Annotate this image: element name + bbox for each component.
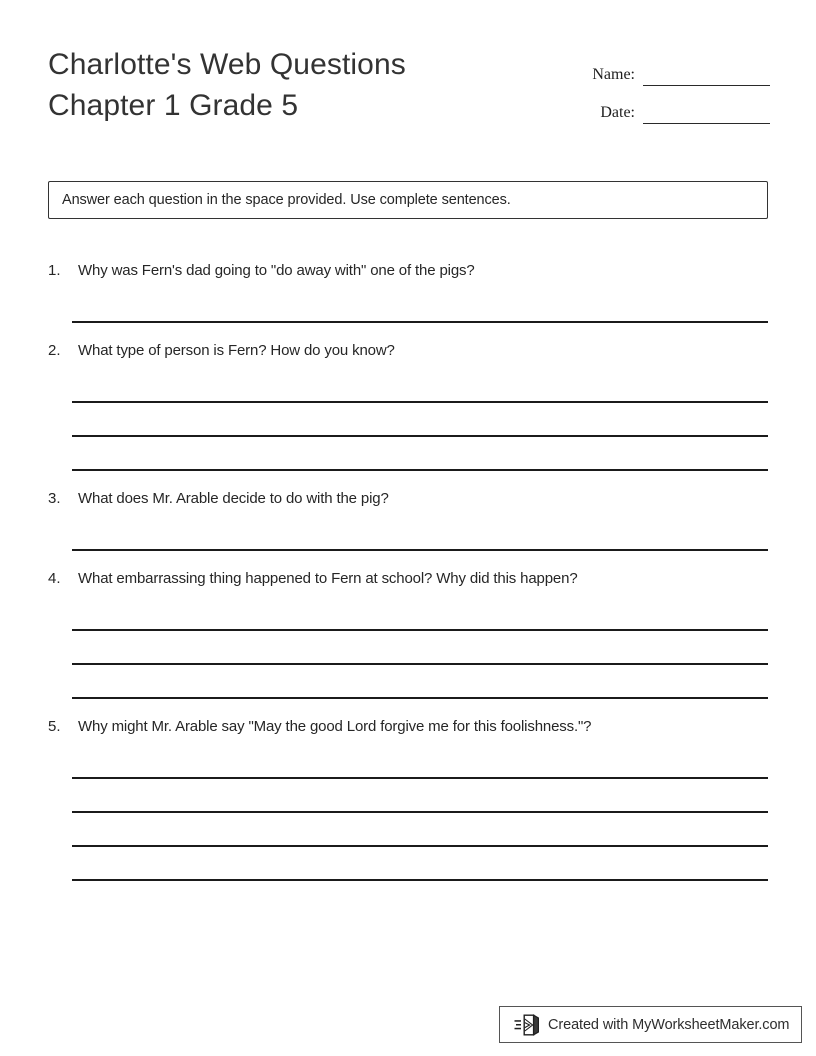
question-text: Why was Fern's dad going to "do away with" one of the pigs? bbox=[78, 262, 475, 279]
answer-line[interactable] bbox=[72, 517, 768, 551]
answer-line[interactable] bbox=[72, 289, 768, 323]
answer-line[interactable] bbox=[72, 437, 768, 471]
question-number: 5. bbox=[48, 718, 61, 735]
question-item bbox=[0, 699, 816, 881]
instruction-box bbox=[48, 181, 768, 219]
question-heading bbox=[0, 323, 816, 363]
date-input-line[interactable] bbox=[643, 103, 770, 124]
question-text: Why might Mr. Arable say "May the good Lord forgive me for this foolishness."? bbox=[78, 718, 592, 735]
name-input-line[interactable] bbox=[643, 65, 770, 86]
created-with-badge[interactable] bbox=[499, 1006, 802, 1043]
name-row bbox=[520, 48, 770, 86]
answer-line[interactable] bbox=[72, 779, 768, 813]
created-with-badge-text: Created with MyWorksheetMaker.com bbox=[548, 1016, 790, 1033]
answer-lines-group bbox=[0, 511, 816, 551]
question-item bbox=[0, 551, 816, 699]
answer-line[interactable] bbox=[72, 745, 768, 779]
page-title-line-2: Chapter 1 Grade 5 bbox=[48, 89, 299, 122]
question-heading bbox=[0, 551, 816, 591]
worksheet-header bbox=[0, 0, 816, 160]
question-item bbox=[0, 323, 816, 471]
question-heading bbox=[0, 699, 816, 739]
question-text: What does Mr. Arable decide to do with the pig? bbox=[78, 490, 389, 507]
answer-line[interactable] bbox=[72, 813, 768, 847]
questions-list bbox=[0, 243, 816, 881]
answer-line[interactable] bbox=[72, 631, 768, 665]
answer-line[interactable] bbox=[72, 847, 768, 881]
question-number: 4. bbox=[48, 570, 61, 587]
name-date-block bbox=[520, 48, 770, 124]
answer-lines-group bbox=[0, 739, 816, 881]
worksheet-maker-logo-icon bbox=[514, 1013, 540, 1037]
answer-line[interactable] bbox=[72, 403, 768, 437]
question-heading bbox=[0, 243, 816, 283]
page-title bbox=[48, 44, 548, 126]
page-title-line-1: Charlotte's Web Questions bbox=[48, 48, 406, 81]
date-row bbox=[520, 86, 770, 124]
answer-lines-group bbox=[0, 591, 816, 699]
question-item bbox=[0, 471, 816, 551]
question-number: 2. bbox=[48, 342, 61, 359]
question-text: What embarrassing thing happened to Fern at school? Why did this happen? bbox=[78, 570, 578, 587]
question-text: What type of person is Fern? How do you know? bbox=[78, 342, 395, 359]
question-number: 1. bbox=[48, 262, 61, 279]
question-item bbox=[0, 243, 816, 323]
answer-lines-group bbox=[0, 363, 816, 471]
instruction-text: Answer each question in the space provided. Use complete sentences. bbox=[62, 192, 511, 208]
name-label: Name: bbox=[592, 66, 635, 83]
answer-line[interactable] bbox=[72, 369, 768, 403]
question-number: 3. bbox=[48, 490, 61, 507]
answer-line[interactable] bbox=[72, 597, 768, 631]
question-heading bbox=[0, 471, 816, 511]
date-label: Date: bbox=[600, 104, 635, 121]
answer-line[interactable] bbox=[72, 665, 768, 699]
answer-lines-group bbox=[0, 283, 816, 323]
